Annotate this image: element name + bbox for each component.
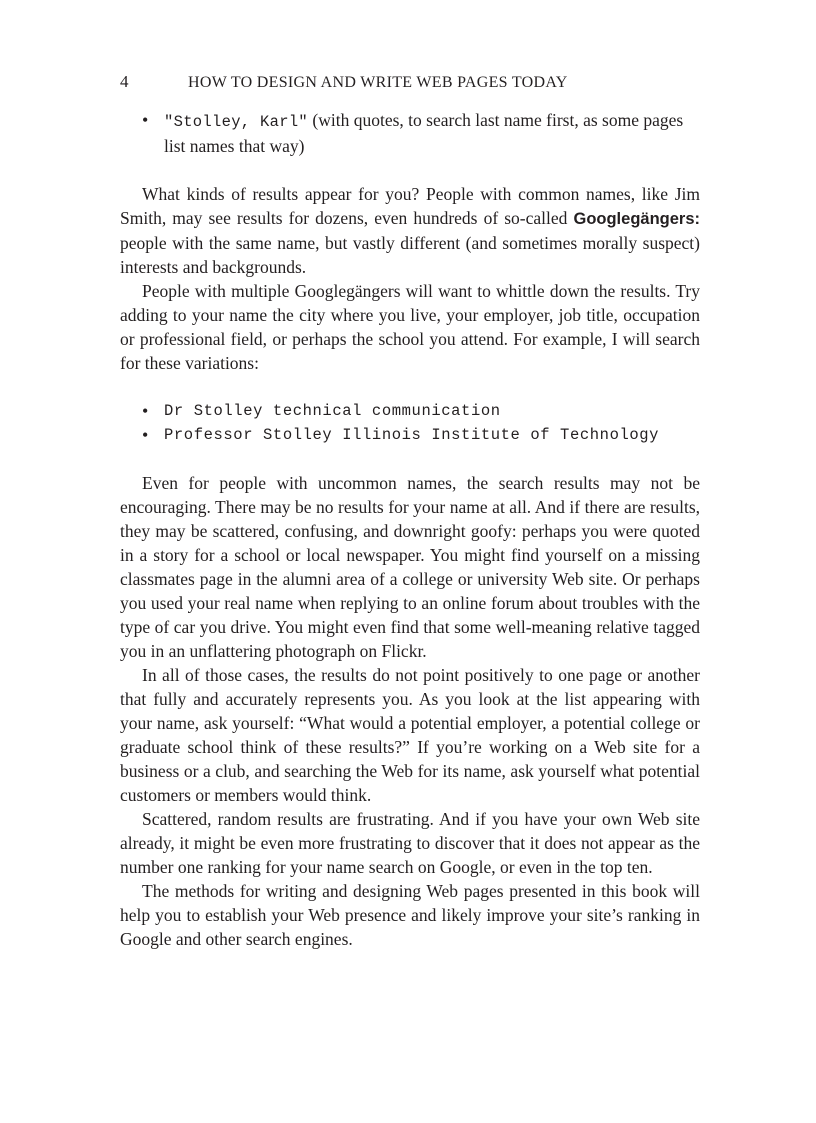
running-head bbox=[120, 70, 700, 96]
code-snippet: Professor Stolley Illinois Institute of Technology bbox=[164, 426, 660, 444]
code-snippet: "Stolley, Karl" bbox=[164, 113, 309, 131]
bullet-list-code bbox=[120, 399, 700, 447]
page-number: 4 bbox=[120, 72, 129, 91]
book-page bbox=[120, 70, 700, 951]
paragraph: The methods for writing and designing Web pages presented in this book will help you to establish your Web presence and likely improve your site’s ranking in Google and other search engines. bbox=[120, 881, 700, 949]
paragraph: Scattered, random results are frustrating. And if you have your own Web site already, it might be even more frustrating to discover that it does not appear as the number one ranking for your name search on Google, or even in the top ten. bbox=[120, 809, 700, 877]
spacer bbox=[120, 375, 700, 399]
paragraph: Even for people with uncommon names, the search results may not be encouraging. There may be no results for your name at all. And if there are results, they may be scattered, confusing, and downright goofy: perhaps you were quoted in a story for a school or local newspaper. You might find yourself on a missing classmates page in the alumni area of a college or university Web site. Or perhaps you used your real name when replying to an online forum about troubles with the type of car you drive. You might even find that some well-meaning relative tagged you in an unflattering photograph on Flickr. bbox=[120, 473, 700, 661]
list-item bbox=[142, 108, 700, 158]
paragraph-text: What kinds of results appear for you? People with common names, like Jim Smith, may see results for dozens, even hundreds of so-called bbox=[120, 184, 700, 228]
paragraph bbox=[120, 182, 700, 279]
key-term: Googlegängers: bbox=[573, 210, 700, 228]
spacer bbox=[120, 447, 700, 471]
list-item bbox=[142, 423, 700, 447]
bullet-icon: • bbox=[142, 401, 149, 421]
bullet-icon: • bbox=[142, 425, 149, 445]
running-title: HOW TO DESIGN AND WRITE WEB PAGES TODAY bbox=[188, 74, 568, 91]
bullet-list-top bbox=[120, 108, 700, 158]
bullet-icon: • bbox=[142, 110, 149, 130]
paragraph: In all of those cases, the results do not point positively to one page or another that fully and accurately represents you. As you look at the list appearing with your name, ask yourself: “What would a potential employer, a potential college or graduate school think of these results?” If you’re working on a Web site for a business or a club, and searching the Web for its name, ask yourself what potential customers or members would think. bbox=[120, 665, 700, 805]
spacer bbox=[120, 158, 700, 182]
paragraph: People with multiple Googlegängers will want to whittle down the results. Try adding to your name the city where you live, your employer, job title, occupation or professional field, or perhaps the school you attend. For example, I will search for these variations: bbox=[120, 281, 700, 373]
paragraph-text: people with the same name, but vastly different (and sometimes morally suspect) interests and backgrounds. bbox=[120, 233, 700, 277]
code-snippet: Dr Stolley technical communication bbox=[164, 402, 501, 420]
list-item-text: (with quotes, to search last name first, as some pages list names that way) bbox=[164, 110, 684, 156]
list-item bbox=[142, 399, 700, 423]
